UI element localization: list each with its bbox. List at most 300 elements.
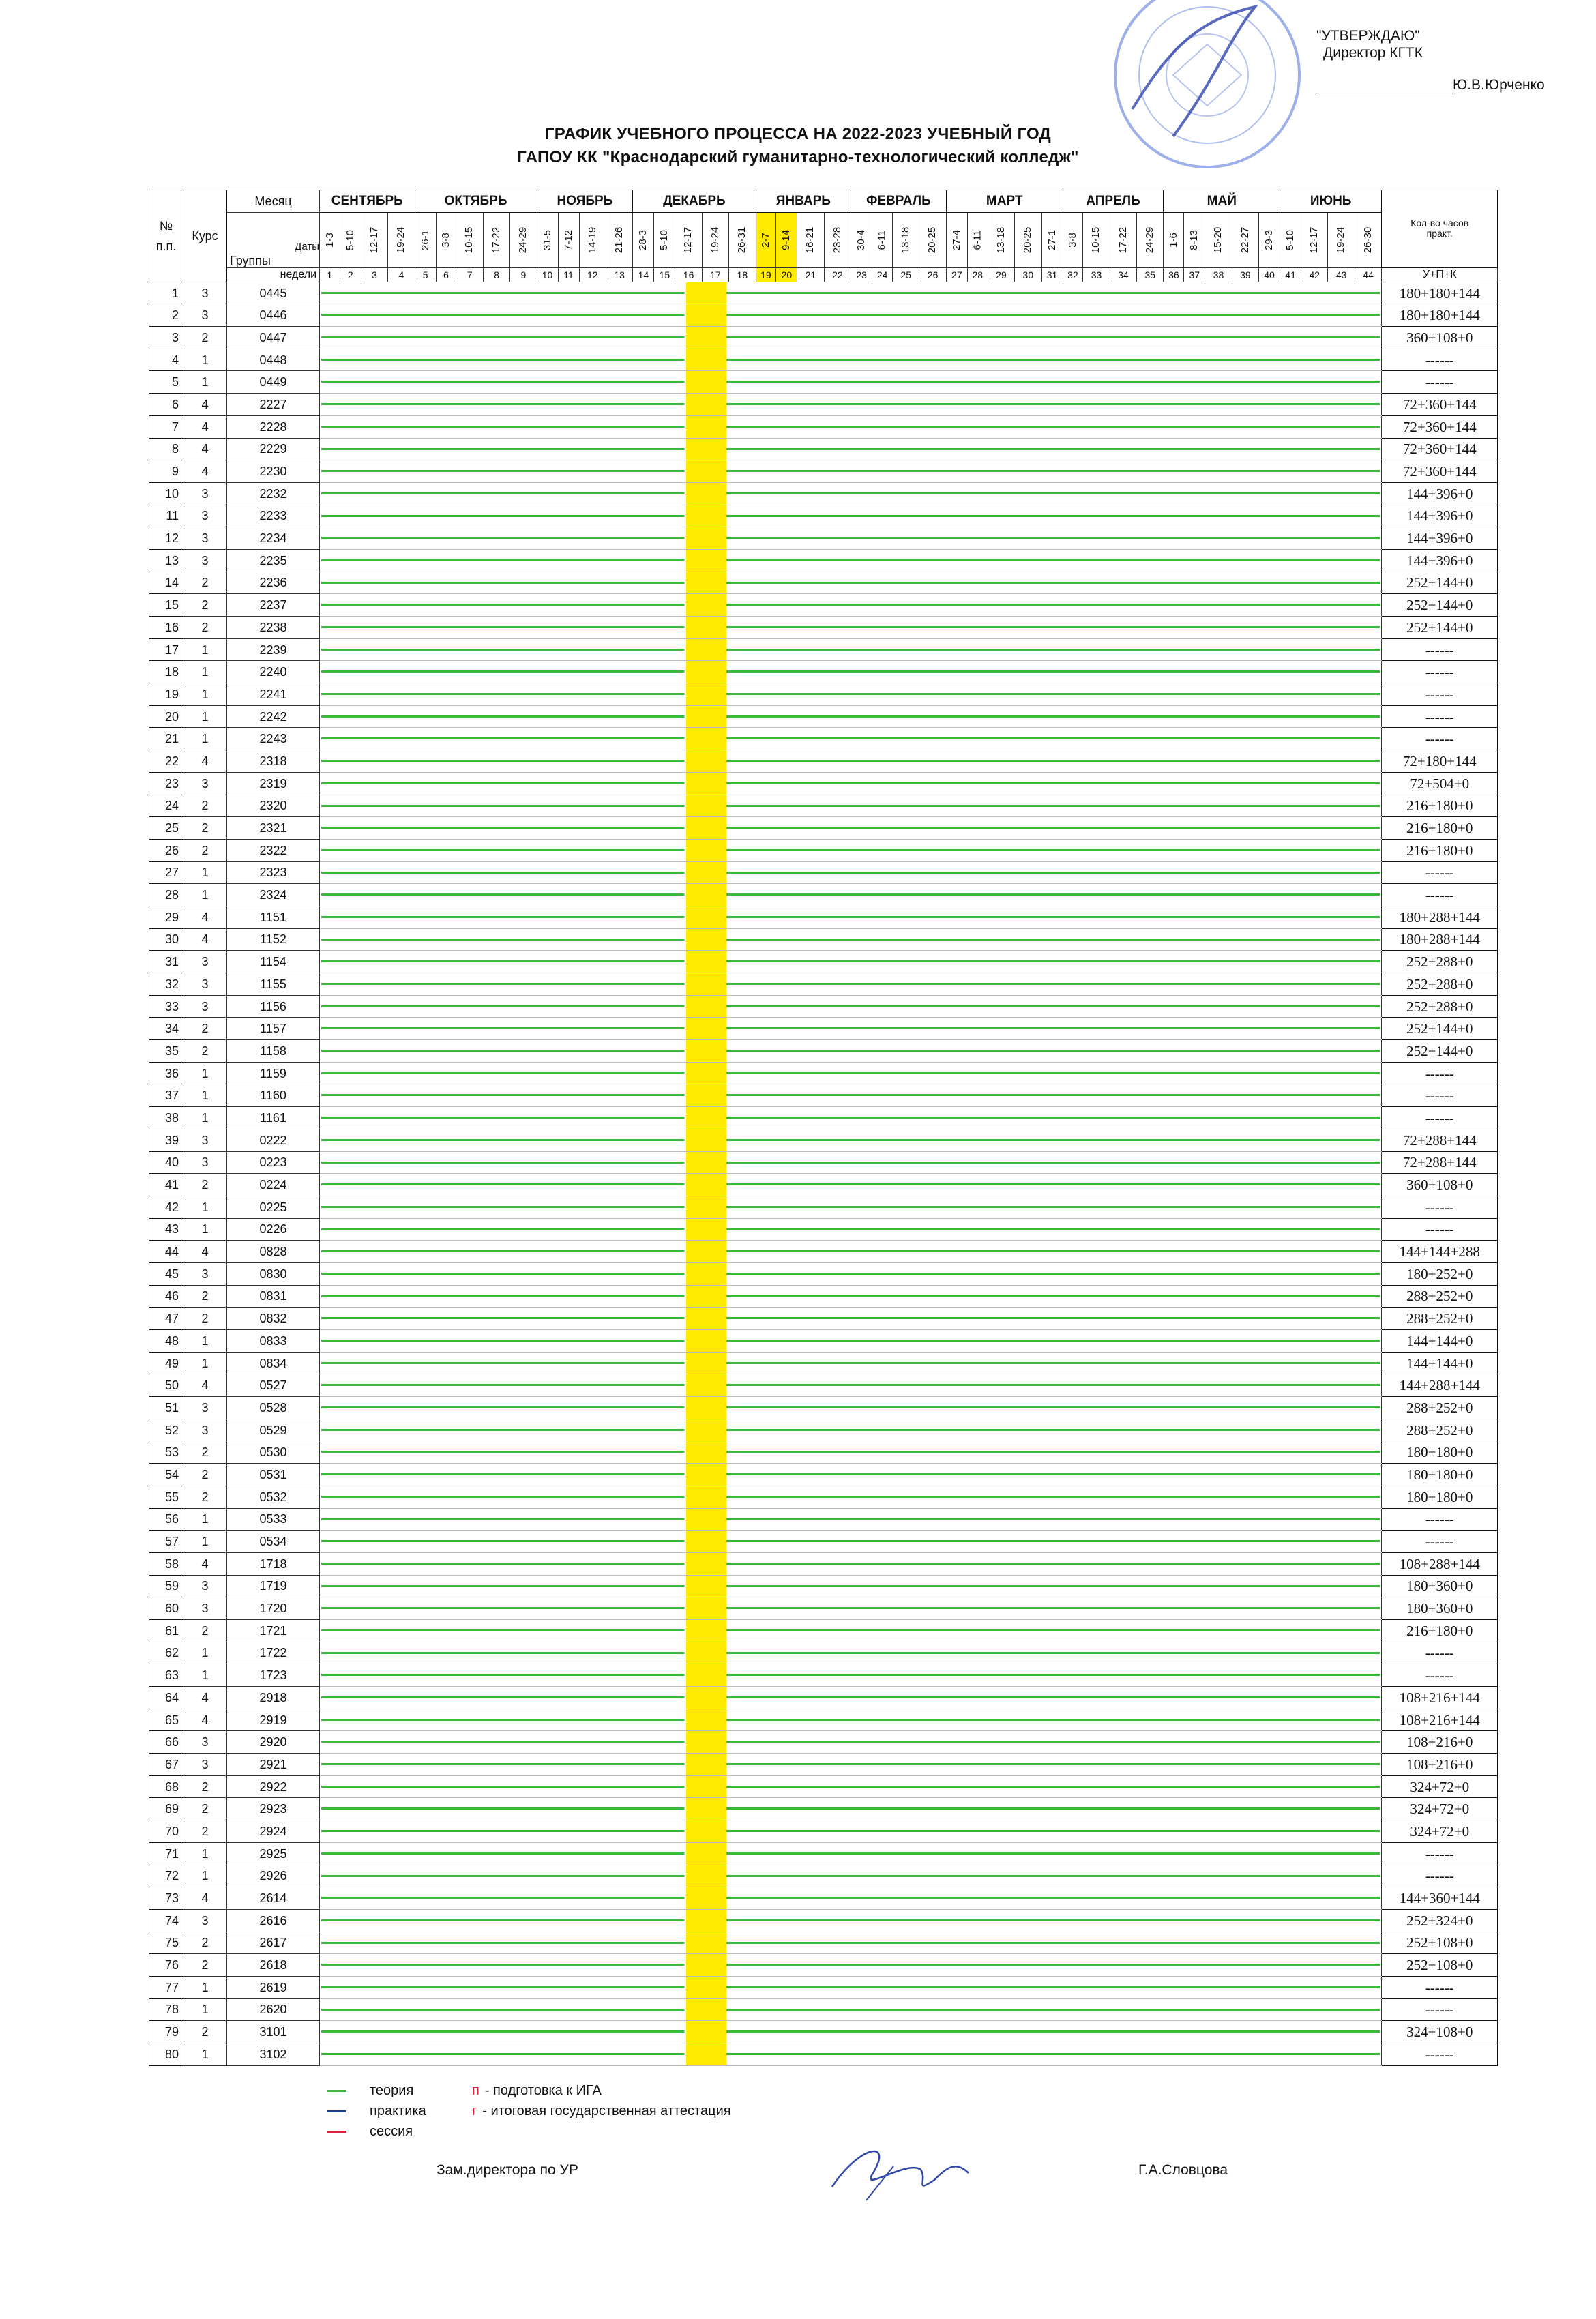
group-row — [149, 1820, 1498, 1843]
group-row — [149, 1754, 1498, 1776]
hours-formula: 72+288+144 — [1382, 1151, 1498, 1174]
week-plan — [320, 1998, 1382, 2021]
plan-bar — [321, 693, 1380, 695]
course-number: 1 — [183, 1664, 227, 1687]
week-plan — [320, 1865, 1382, 1887]
plan-bar — [321, 916, 1380, 918]
week-plan — [320, 1909, 1382, 1932]
week-date-3 — [361, 212, 387, 267]
week-date-label: 2-7 — [759, 232, 771, 248]
hours-formula: 72+288+144 — [1382, 1129, 1498, 1151]
row-number: 77 — [149, 1976, 183, 1998]
week-date-label: 7-12 — [562, 229, 574, 250]
row-number: 40 — [149, 1151, 183, 1174]
week-plan — [320, 327, 1382, 349]
week-plan — [320, 1397, 1382, 1419]
hours-formula: ------ — [1382, 728, 1498, 750]
hours-formula: ------ — [1382, 638, 1498, 661]
week-date-31 — [1041, 212, 1063, 267]
group-row — [149, 1842, 1498, 1865]
hours-formula: 288+252+0 — [1382, 1285, 1498, 1308]
hours-formula: 72+360+144 — [1382, 394, 1498, 416]
week-date-label: 27-4 — [950, 229, 962, 250]
row-number: 8 — [149, 438, 183, 460]
group-row — [149, 1397, 1498, 1419]
plan-bar — [321, 1942, 1380, 1944]
group-row — [149, 1352, 1498, 1374]
month-1: СЕНТЯБРЬ — [320, 190, 415, 213]
week-plan — [320, 1976, 1382, 1998]
week-date-8 — [483, 212, 509, 267]
week-plan — [320, 995, 1382, 1018]
week-number-42: 42 — [1301, 267, 1328, 282]
week-number-26: 26 — [919, 267, 946, 282]
group-code: 0222 — [227, 1129, 320, 1151]
week-plan — [320, 349, 1382, 371]
week-plan — [320, 1129, 1382, 1151]
group-code: 2620 — [227, 1998, 320, 2021]
course-number: 4 — [183, 1687, 227, 1709]
week-plan — [320, 1352, 1382, 1374]
course-number: 3 — [183, 1731, 227, 1754]
row-number: 19 — [149, 683, 183, 706]
handwritten-signature — [818, 2132, 982, 2207]
hours-formula: 108+216+144 — [1382, 1687, 1498, 1709]
plan-bar — [321, 760, 1380, 762]
hours-formula: ------ — [1382, 1107, 1498, 1129]
week-plan — [320, 482, 1382, 505]
dates-groups-header — [227, 212, 320, 267]
hours-formula: 180+360+0 — [1382, 1575, 1498, 1597]
course-number: 1 — [183, 661, 227, 683]
group-row — [149, 1798, 1498, 1820]
group-row — [149, 1174, 1498, 1196]
course-number: 1 — [183, 2043, 227, 2066]
group-code: 2322 — [227, 839, 320, 861]
group-row — [149, 549, 1498, 572]
group-row — [149, 795, 1498, 817]
plan-bar — [321, 983, 1380, 985]
group-row — [149, 1597, 1498, 1620]
group-code: 0223 — [227, 1151, 320, 1174]
group-code: 2321 — [227, 817, 320, 840]
group-row — [149, 861, 1498, 884]
group-row — [149, 304, 1498, 327]
group-code: 2234 — [227, 527, 320, 550]
course-number: 4 — [183, 750, 227, 773]
week-plan — [320, 617, 1382, 639]
legend-prep-text: - подготовка к ИГА — [484, 2083, 602, 2098]
plan-bar — [321, 1362, 1380, 1364]
course-number: 2 — [183, 817, 227, 840]
group-row — [149, 1619, 1498, 1642]
week-number-9: 9 — [510, 267, 537, 282]
plan-bar — [321, 872, 1380, 874]
week-plan — [320, 683, 1382, 706]
plan-bar — [321, 1652, 1380, 1654]
week-date-37 — [1184, 212, 1205, 267]
group-code: 2320 — [227, 795, 320, 817]
week-date-20 — [776, 212, 797, 267]
hours-formula: 252+144+0 — [1382, 572, 1498, 594]
hours-formula: 180+180+144 — [1382, 282, 1498, 304]
week-date-label: 13-18 — [994, 226, 1007, 253]
group-code: 0531 — [227, 1464, 320, 1486]
group-row — [149, 1575, 1498, 1597]
week-date-22 — [824, 212, 851, 267]
plan-bar — [321, 403, 1380, 405]
plan-bar — [321, 626, 1380, 628]
row-number: 72 — [149, 1865, 183, 1887]
row-number: 31 — [149, 951, 183, 973]
course-number: 1 — [183, 1998, 227, 2021]
week-number-38: 38 — [1205, 267, 1232, 282]
hours-formula: 144+360+144 — [1382, 1887, 1498, 1910]
hours-formula: 252+144+0 — [1382, 1018, 1498, 1040]
group-code: 1159 — [227, 1062, 320, 1084]
footer-position: Зам.директора по УР — [437, 2162, 578, 2178]
approval-signature-line — [1316, 76, 1545, 93]
group-row — [149, 415, 1498, 438]
group-code: 3102 — [227, 2043, 320, 2066]
plan-bar — [321, 939, 1380, 941]
week-date-14 — [633, 212, 654, 267]
group-row — [149, 1709, 1498, 1731]
week-date-label: 26-31 — [736, 226, 748, 253]
row-number: 55 — [149, 1486, 183, 1508]
group-row — [149, 1865, 1498, 1887]
plan-bar — [321, 805, 1380, 807]
group-row — [149, 1642, 1498, 1664]
group-code: 1721 — [227, 1619, 320, 1642]
hours-formula: 72+360+144 — [1382, 460, 1498, 483]
hours-formula: 180+180+0 — [1382, 1441, 1498, 1464]
row-number: 64 — [149, 1687, 183, 1709]
week-plan — [320, 1218, 1382, 1241]
title-line-1: ГРАФИК УЧЕБНОГО ПРОЦЕССА НА 2022-2023 УЧЕБНЫЙ ГОД — [544, 125, 1052, 143]
group-row — [149, 1954, 1498, 1977]
plan-bar — [321, 1875, 1380, 1877]
row-number: 12 — [149, 527, 183, 550]
week-number-16: 16 — [675, 267, 702, 282]
group-row — [149, 1552, 1498, 1575]
week-plan — [320, 1486, 1382, 1508]
week-plan — [320, 1575, 1382, 1597]
row-number: 9 — [149, 460, 183, 483]
week-date-18 — [729, 212, 756, 267]
week-date-28 — [967, 212, 988, 267]
plan-bar — [321, 292, 1380, 294]
group-code: 2921 — [227, 1754, 320, 1776]
week-date-13 — [606, 212, 632, 267]
row-number: 45 — [149, 1262, 183, 1285]
group-code: 0529 — [227, 1419, 320, 1441]
month-7: МАРТ — [946, 190, 1063, 213]
course-number: 1 — [183, 1062, 227, 1084]
week-plan — [320, 282, 1382, 304]
hours-formula: 72+504+0 — [1382, 772, 1498, 795]
plan-bar — [321, 849, 1380, 851]
plan-bar — [321, 1563, 1380, 1565]
week-date-label: 6-11 — [876, 230, 888, 250]
week-plan — [320, 415, 1382, 438]
group-row — [149, 1018, 1498, 1040]
week-plan — [320, 728, 1382, 750]
week-date-36 — [1164, 212, 1184, 267]
plan-bar — [321, 582, 1380, 584]
week-date-label: 16-21 — [804, 226, 816, 253]
week-plan — [320, 438, 1382, 460]
group-code: 3101 — [227, 2021, 320, 2043]
row-number: 30 — [149, 928, 183, 951]
row-number: 5 — [149, 371, 183, 394]
row-number: 73 — [149, 1887, 183, 1910]
hours-formula: ------ — [1382, 1062, 1498, 1084]
course-number: 3 — [183, 505, 227, 527]
plan-bar — [321, 1830, 1380, 1832]
week-plan — [320, 795, 1382, 817]
hours-formula: ------ — [1382, 705, 1498, 728]
row-number: 58 — [149, 1552, 183, 1575]
group-row — [149, 1285, 1498, 1308]
group-row — [149, 1241, 1498, 1263]
course-number: 2 — [183, 2021, 227, 2043]
week-number-11: 11 — [558, 267, 579, 282]
group-code: 2926 — [227, 1865, 320, 1887]
week-date-15 — [654, 212, 675, 267]
course-number: 2 — [183, 1775, 227, 1798]
week-date-label: 5-10 — [344, 229, 356, 250]
month-6: ФЕВРАЛЬ — [851, 190, 947, 213]
week-number-13: 13 — [606, 267, 632, 282]
course-number: 3 — [183, 282, 227, 304]
course-number: 4 — [183, 1887, 227, 1910]
plan-bar — [321, 1473, 1380, 1475]
row-number: 24 — [149, 795, 183, 817]
group-row — [149, 2021, 1498, 2043]
week-date-16 — [675, 212, 702, 267]
row-number: 79 — [149, 2021, 183, 2043]
hours-formula: 324+72+0 — [1382, 1820, 1498, 1843]
plan-bar — [321, 1451, 1380, 1453]
week-date-label: 15-20 — [1212, 226, 1224, 253]
group-row — [149, 705, 1498, 728]
week-plan — [320, 1731, 1382, 1754]
week-date-label: 20-25 — [926, 226, 939, 253]
course-number: 3 — [183, 527, 227, 550]
plan-bar — [321, 1897, 1380, 1899]
course-number: 2 — [183, 1174, 227, 1196]
week-date-label: 24-29 — [1144, 226, 1156, 253]
week-plan — [320, 1040, 1382, 1063]
row-number: 76 — [149, 1954, 183, 1977]
hours-formula: 216+180+0 — [1382, 817, 1498, 840]
course-number: 3 — [183, 973, 227, 996]
week-date-label: 17-22 — [1117, 226, 1129, 253]
week-plan — [320, 973, 1382, 996]
week-plan — [320, 505, 1382, 527]
row-number: 1 — [149, 282, 183, 304]
plan-bar — [321, 559, 1380, 561]
group-code: 2920 — [227, 1731, 320, 1754]
group-row — [149, 1262, 1498, 1285]
plan-bar — [321, 1094, 1380, 1096]
row-number: 41 — [149, 1174, 183, 1196]
group-code: 1720 — [227, 1597, 320, 1620]
plan-bar — [321, 1027, 1380, 1029]
week-date-label: 24-29 — [517, 226, 529, 253]
month-5: ЯНВАРЬ — [756, 190, 851, 213]
hours-formula: ------ — [1382, 371, 1498, 394]
group-row — [149, 839, 1498, 861]
month-4: ДЕКАБРЬ — [633, 190, 756, 213]
row-number: 34 — [149, 1018, 183, 1040]
group-code: 2237 — [227, 594, 320, 617]
hours-formula: 180+180+0 — [1382, 1464, 1498, 1486]
hours-formula: 144+144+0 — [1382, 1330, 1498, 1353]
title-line-2: ГАПОУ КК "Краснодарский гуманитарно-технологический колледж" — [517, 148, 1079, 166]
plan-bar — [321, 1295, 1380, 1297]
plan-bar — [321, 649, 1380, 651]
course-number: 2 — [183, 1464, 227, 1486]
plan-bar — [321, 1763, 1380, 1765]
course-number: 2 — [183, 1441, 227, 1464]
week-number-20: 20 — [776, 267, 797, 282]
week-date-11 — [558, 212, 579, 267]
hours-formula: ------ — [1382, 683, 1498, 706]
course-number: 2 — [183, 1954, 227, 1977]
group-code: 0447 — [227, 327, 320, 349]
course-number: 3 — [183, 1909, 227, 1932]
plan-bar — [321, 1005, 1380, 1007]
row-number: 26 — [149, 839, 183, 861]
week-date-label: 22-27 — [1239, 226, 1251, 253]
week-number-6: 6 — [436, 267, 456, 282]
week-date-33 — [1083, 212, 1110, 267]
week-date-label: 5-10 — [1284, 229, 1297, 250]
week-number-25: 25 — [893, 267, 919, 282]
row-number: 13 — [149, 549, 183, 572]
group-code: 0224 — [227, 1174, 320, 1196]
plan-bar — [321, 1807, 1380, 1810]
group-code: 2241 — [227, 683, 320, 706]
week-date-21 — [797, 212, 824, 267]
plan-bar — [321, 537, 1380, 539]
course-number: 2 — [183, 1018, 227, 1040]
group-row — [149, 2043, 1498, 2066]
week-number-4: 4 — [388, 267, 415, 282]
course-number: 3 — [183, 1129, 227, 1151]
course-number: 3 — [183, 1575, 227, 1597]
week-date-30 — [1015, 212, 1041, 267]
hours-formula: 252+144+0 — [1382, 594, 1498, 617]
row-number: 2 — [149, 304, 183, 327]
plan-bar — [321, 1340, 1380, 1342]
week-number-14: 14 — [633, 267, 654, 282]
plan-bar — [321, 1162, 1380, 1164]
week-date-label: 6-11 — [971, 230, 984, 250]
course-number: 1 — [183, 1508, 227, 1531]
group-row — [149, 1464, 1498, 1486]
legend-session: сессия — [370, 2124, 413, 2139]
group-row — [149, 482, 1498, 505]
week-date-27 — [946, 212, 967, 267]
course-number: 3 — [183, 995, 227, 1018]
week-date-label: 8-13 — [1188, 229, 1200, 250]
plan-bar — [321, 893, 1380, 896]
plan-bar — [321, 960, 1380, 962]
course-number: 4 — [183, 1552, 227, 1575]
week-date-label: 26-30 — [1362, 226, 1374, 253]
row-number: 25 — [149, 817, 183, 840]
group-code: 0445 — [227, 282, 320, 304]
week-date-1 — [320, 212, 340, 267]
hours-formula: 72+180+144 — [1382, 750, 1498, 773]
row-number: 68 — [149, 1775, 183, 1798]
plan-bar — [321, 1206, 1380, 1208]
course-number: 3 — [183, 1754, 227, 1776]
group-code: 2614 — [227, 1887, 320, 1910]
plan-bar — [321, 1786, 1380, 1788]
theory-swatch — [327, 2090, 346, 2092]
course-number: 3 — [183, 304, 227, 327]
course-number: 1 — [183, 371, 227, 394]
week-number-18: 18 — [729, 267, 756, 282]
week-date-label: 27-1 — [1046, 229, 1058, 250]
document-title — [0, 123, 1596, 169]
group-code: 2233 — [227, 505, 320, 527]
course-number: 1 — [183, 1330, 227, 1353]
plan-bar — [321, 448, 1380, 450]
course-number: 2 — [183, 1619, 227, 1642]
plan-bar — [321, 336, 1380, 338]
week-number-19: 19 — [756, 267, 776, 282]
week-plan — [320, 661, 1382, 683]
row-number: 6 — [149, 394, 183, 416]
group-row — [149, 572, 1498, 594]
course-number: 1 — [183, 705, 227, 728]
week-number-23: 23 — [851, 267, 872, 282]
hours-formula: ------ — [1382, 1842, 1498, 1865]
week-plan — [320, 1262, 1382, 1285]
row-number: 54 — [149, 1464, 183, 1486]
schedule-table-wrap — [149, 190, 1498, 2066]
hours-formula: 252+288+0 — [1382, 973, 1498, 996]
group-code: 2323 — [227, 861, 320, 884]
hours-formula: ------ — [1382, 349, 1498, 371]
course-number: 1 — [183, 349, 227, 371]
group-row — [149, 728, 1498, 750]
week-number-15: 15 — [654, 267, 675, 282]
weeks-row — [149, 267, 1498, 282]
group-row — [149, 1664, 1498, 1687]
week-date-9 — [510, 212, 537, 267]
plan-bar — [321, 1852, 1380, 1855]
group-code: 1719 — [227, 1575, 320, 1597]
row-number: 71 — [149, 1842, 183, 1865]
group-row — [149, 772, 1498, 795]
group-row — [149, 460, 1498, 483]
week-date-12 — [579, 212, 606, 267]
row-number: 47 — [149, 1308, 183, 1330]
week-date-label: 1-3 — [323, 232, 336, 248]
plan-bar — [321, 1117, 1380, 1119]
week-plan — [320, 1709, 1382, 1731]
group-code: 1156 — [227, 995, 320, 1018]
group-code: 1155 — [227, 973, 320, 996]
group-row — [149, 1084, 1498, 1107]
week-plan — [320, 1642, 1382, 1664]
